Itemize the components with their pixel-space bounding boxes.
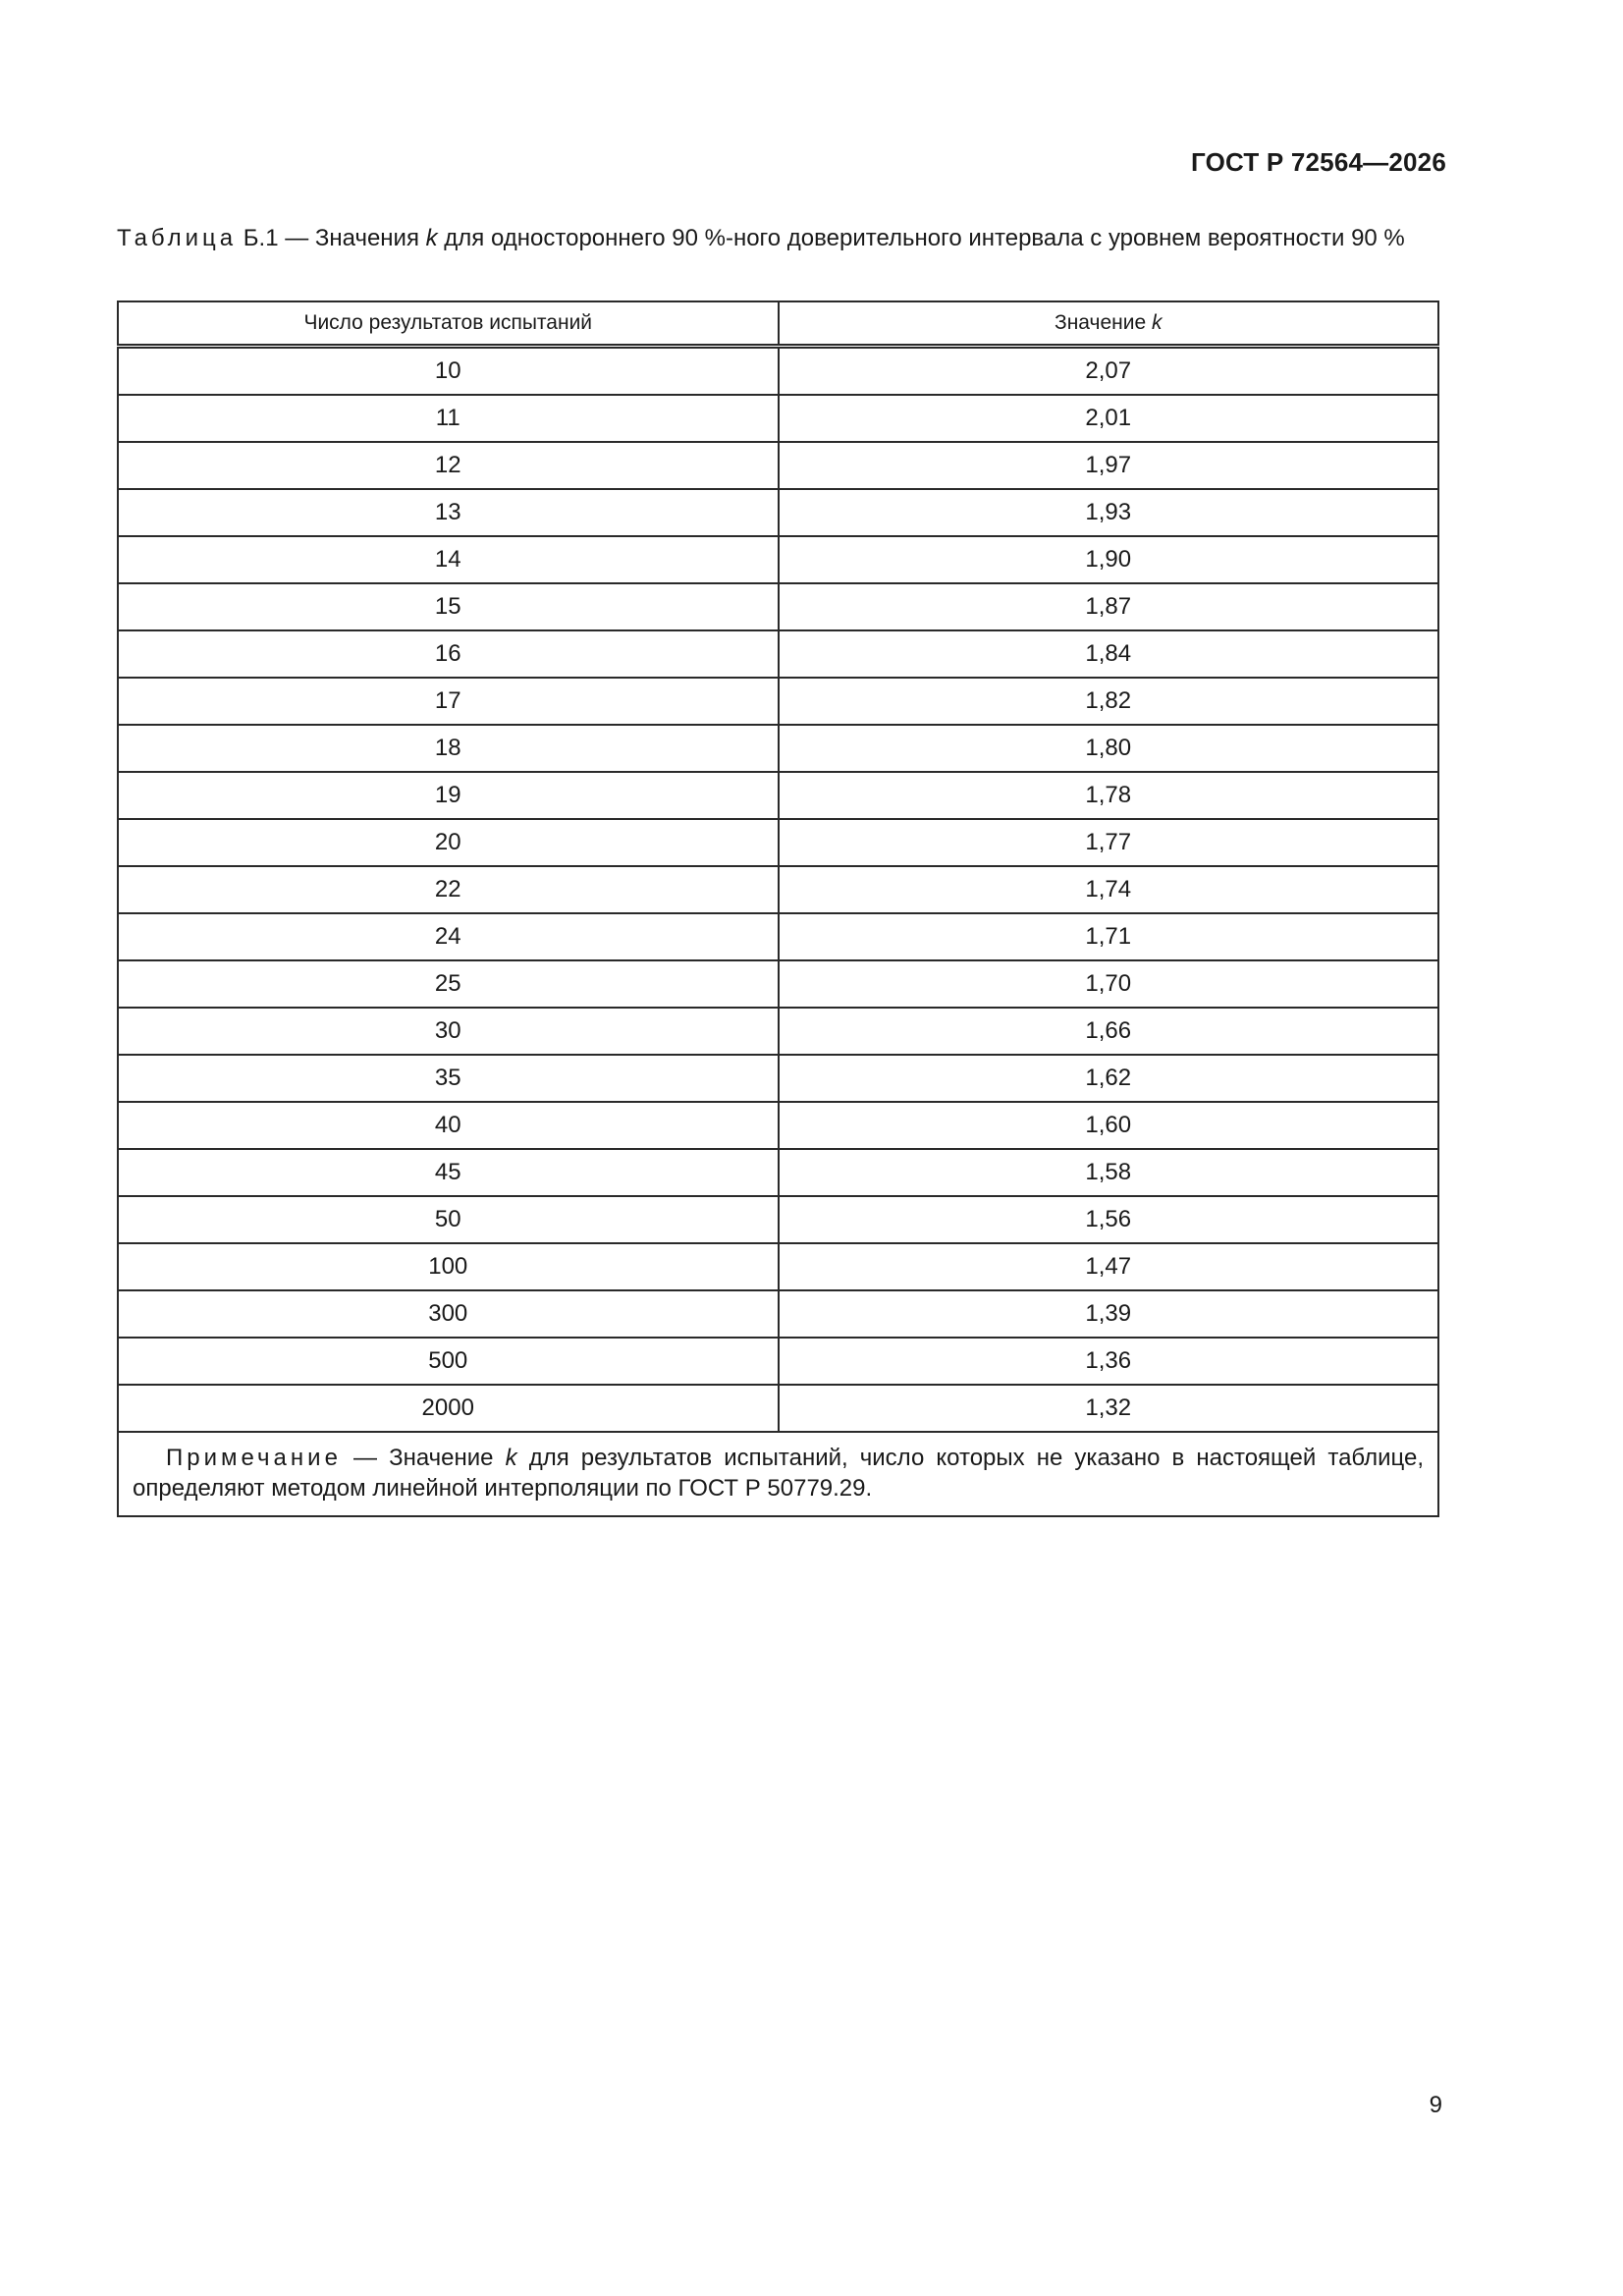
test-count-cell: 15 <box>118 583 779 630</box>
table-row <box>118 678 1438 725</box>
test-count-cell: 22 <box>118 866 779 913</box>
k-value-cell: 1,60 <box>779 1102 1439 1149</box>
note-text-start: — Значение <box>341 1445 506 1471</box>
caption-text-start: Б.1 — Значения <box>237 225 426 251</box>
test-count-cell: 500 <box>118 1338 779 1385</box>
k-values-table <box>117 301 1439 1517</box>
table-row <box>118 913 1438 960</box>
table-row <box>118 630 1438 678</box>
k-value-cell: 1,58 <box>779 1149 1439 1196</box>
table-row <box>118 1196 1438 1243</box>
table-caption <box>117 224 1438 252</box>
test-count-cell: 17 <box>118 678 779 725</box>
test-count-cell: 45 <box>118 1149 779 1196</box>
table-row <box>118 583 1438 630</box>
test-count-cell: 25 <box>118 960 779 1008</box>
table-body <box>118 347 1438 1433</box>
k-value-cell: 1,70 <box>779 960 1439 1008</box>
k-value-cell: 1,87 <box>779 583 1439 630</box>
test-count-cell: 11 <box>118 395 779 442</box>
test-count-cell: 16 <box>118 630 779 678</box>
table-row <box>118 1338 1438 1385</box>
table-row <box>118 1102 1438 1149</box>
k-value-cell: 1,47 <box>779 1243 1439 1290</box>
table-row <box>118 395 1438 442</box>
caption-label: Таблица <box>117 225 238 251</box>
table-row <box>118 536 1438 583</box>
table-row <box>118 442 1438 489</box>
test-count-cell: 14 <box>118 536 779 583</box>
test-count-cell: 2000 <box>118 1385 779 1432</box>
k-value-cell: 1,97 <box>779 442 1439 489</box>
test-count-cell: 18 <box>118 725 779 772</box>
table-row <box>118 1055 1438 1102</box>
column-header-k-value <box>779 301 1439 347</box>
k-value-cell: 1,32 <box>779 1385 1439 1432</box>
document-code: ГОСТ Р 72564—2026 <box>1191 147 1446 177</box>
test-count-cell: 19 <box>118 772 779 819</box>
test-count-cell: 30 <box>118 1008 779 1055</box>
table-row <box>118 866 1438 913</box>
k-header-prefix: Значение <box>1055 311 1152 334</box>
table-note <box>118 1432 1438 1516</box>
table-row <box>118 1290 1438 1338</box>
note-text-end: для результатов испытаний, число которых не указано в настоящей таблице, определяют методом линейной интерполяции по ГОСТ Р 50779.29. <box>133 1445 1425 1502</box>
note-label: Примечание <box>166 1445 342 1471</box>
k-value-cell: 1,66 <box>779 1008 1439 1055</box>
test-count-cell: 40 <box>118 1102 779 1149</box>
column-header-test-count: Число результатов испытаний <box>118 301 779 347</box>
table-row <box>118 960 1438 1008</box>
k-value-cell: 1,84 <box>779 630 1439 678</box>
k-value-cell: 2,01 <box>779 395 1439 442</box>
note-k-symbol: k <box>505 1445 517 1471</box>
k-value-cell: 1,90 <box>779 536 1439 583</box>
k-value-cell: 1,39 <box>779 1290 1439 1338</box>
k-value-cell: 1,82 <box>779 678 1439 725</box>
k-value-cell: 2,07 <box>779 347 1439 396</box>
test-count-cell: 20 <box>118 819 779 866</box>
page-number: 9 <box>1429 2092 1442 2118</box>
table-row <box>118 725 1438 772</box>
test-count-cell: 100 <box>118 1243 779 1290</box>
test-count-cell: 12 <box>118 442 779 489</box>
k-value-cell: 1,71 <box>779 913 1439 960</box>
test-count-cell: 35 <box>118 1055 779 1102</box>
k-value-cell: 1,77 <box>779 819 1439 866</box>
table-row <box>118 489 1438 536</box>
caption-k-symbol: k <box>425 225 438 251</box>
caption-text-end: для одностороннего 90 %-ного доверительного интервала с уровнем вероятности 90 % <box>437 225 1405 251</box>
k-value-cell: 1,56 <box>779 1196 1439 1243</box>
k-value-cell: 1,80 <box>779 725 1439 772</box>
k-value-cell: 1,78 <box>779 772 1439 819</box>
test-count-cell: 300 <box>118 1290 779 1338</box>
k-values-table-container <box>117 301 1439 1517</box>
table-row <box>118 772 1438 819</box>
table-row <box>118 347 1438 396</box>
table-row <box>118 1008 1438 1055</box>
k-value-cell: 1,93 <box>779 489 1439 536</box>
table-row <box>118 819 1438 866</box>
test-count-cell: 13 <box>118 489 779 536</box>
k-header-symbol: k <box>1151 311 1163 334</box>
table-note-row <box>118 1432 1438 1516</box>
table-row <box>118 1385 1438 1432</box>
test-count-cell: 50 <box>118 1196 779 1243</box>
table-header-row <box>118 301 1438 347</box>
table-row <box>118 1149 1438 1196</box>
test-count-cell: 24 <box>118 913 779 960</box>
test-count-cell: 10 <box>118 347 779 396</box>
k-value-cell: 1,62 <box>779 1055 1439 1102</box>
k-value-cell: 1,36 <box>779 1338 1439 1385</box>
k-value-cell: 1,74 <box>779 866 1439 913</box>
table-row <box>118 1243 1438 1290</box>
